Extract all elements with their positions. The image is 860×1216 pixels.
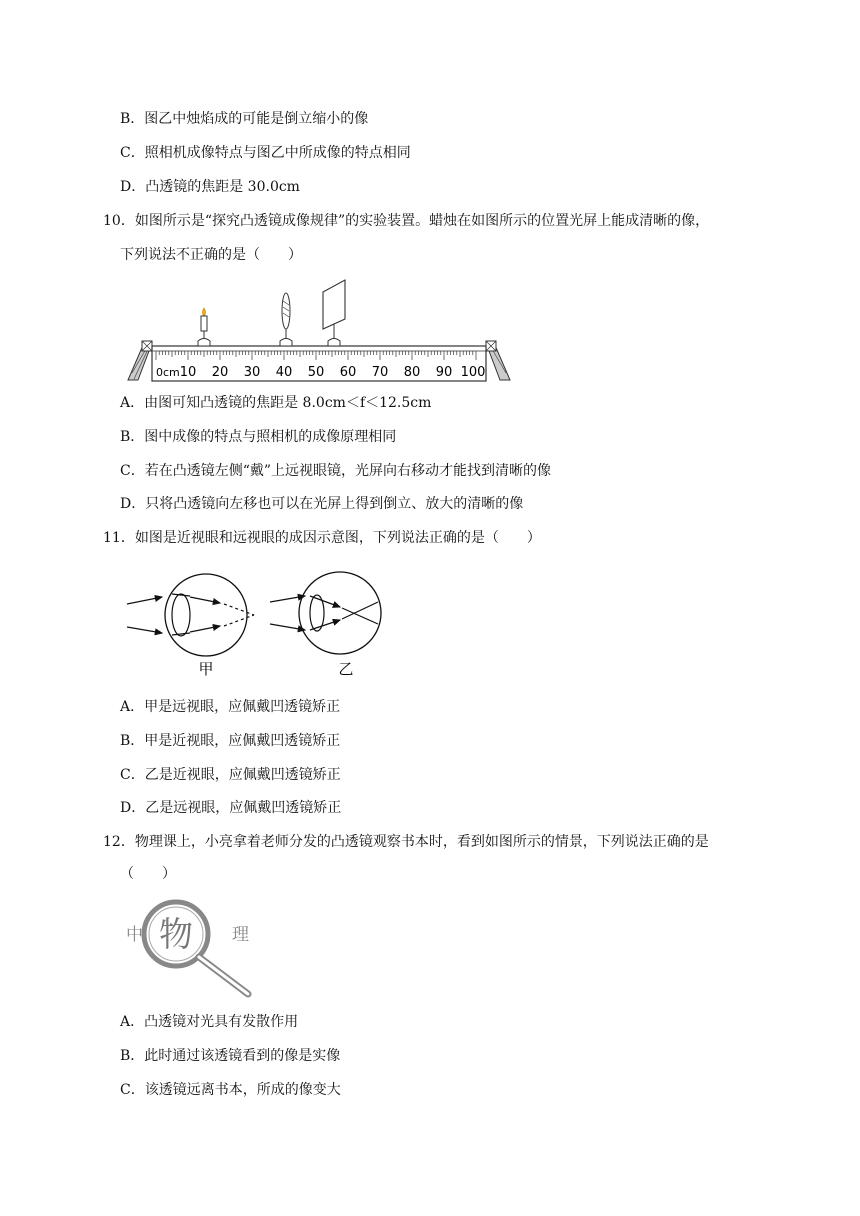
book-char: 物 [159, 915, 193, 955]
q11-option-c: C．乙是近视眼，应佩戴凹透镜矫正 [120, 767, 341, 783]
candle [198, 308, 210, 346]
q10-stem-cont: 下列说法不正确的是（ ） [120, 247, 302, 263]
light-screen [323, 280, 345, 346]
convex-lens [280, 293, 292, 346]
q12-option-c: C．该透镜远离书本，所成的像变大 [120, 1082, 341, 1098]
q11-option-d: D．乙是远视眼，应佩戴凹透镜矫正 [120, 800, 342, 816]
q12-stem-cont: （ ） [120, 866, 176, 882]
eye-yi [270, 572, 381, 654]
book-char: 理 [232, 925, 249, 945]
optical-bench-figure [120, 275, 520, 390]
q12-option-a: A．凸透镜对光具有发散作用 [120, 1014, 299, 1030]
q11-option-b: B．甲是近视眼，应佩戴凹透镜矫正 [120, 733, 341, 749]
q10-stem: 10．如图所示是“探究凸透镜成像规律”的实验装置。蜡烛在如图所示的位置光屏上能成清晰的像， [103, 213, 710, 229]
eye-jia [127, 574, 254, 656]
option-b-prev: B．图乙中烛焰成的可能是倒立缩小的像 [120, 111, 369, 127]
ruler-label: 70 [371, 365, 389, 380]
book-char: 中 [126, 925, 143, 945]
q10-option-c: C．若在凸透镜左侧“戴”上远视眼镜，光屏向右移动才能找到清晰的像 [120, 463, 552, 479]
ruler-label: 10 [179, 365, 197, 380]
eye-diagrams-figure [120, 560, 400, 682]
ruler-label: 100 [460, 365, 486, 380]
ruler-label: 0cm [156, 366, 180, 379]
ruler-label: 30 [243, 365, 261, 380]
q10-option-d: D．只将凸透镜向左移也可以在光屏上得到倒立、放大的清晰的像 [120, 496, 524, 512]
option-d-prev: D．凸透镜的焦距是 30.0cm [120, 179, 300, 195]
ruler-label: 50 [307, 365, 325, 380]
ruler-label: 40 [275, 365, 293, 380]
q11-stem: 11．如图是近视眼和远视眼的成因示意图，下列说法正确的是（ ） [103, 530, 541, 546]
option-c-prev: C．照相机成像特点与图乙中所成像的特点相同 [120, 145, 411, 161]
label-yi: 乙 [338, 660, 354, 678]
label-jia: 甲 [198, 660, 214, 678]
q12-option-b: B．此时通过该透镜看到的像是实像 [120, 1048, 341, 1064]
ruler-label: 90 [435, 365, 453, 380]
ruler-label: 20 [211, 365, 229, 380]
q10-option-b: B．图中成像的特点与照相机的成像原理相同 [120, 429, 397, 445]
ruler-label: 60 [339, 365, 357, 380]
magnifier-figure [120, 890, 260, 1000]
q12-stem: 12．物理课上，小亮拿着老师分发的凸透镜观察书本时，看到如图所示的情景，下列说法正确的是 [103, 834, 709, 850]
q11-option-a: A．甲是远视眼，应佩戴凹透镜矫正 [120, 699, 341, 715]
ruler-label: 80 [403, 365, 421, 380]
q10-option-a: A．由图可知凸透镜的焦距是 8.0cm＜f＜12.5cm [120, 395, 432, 411]
